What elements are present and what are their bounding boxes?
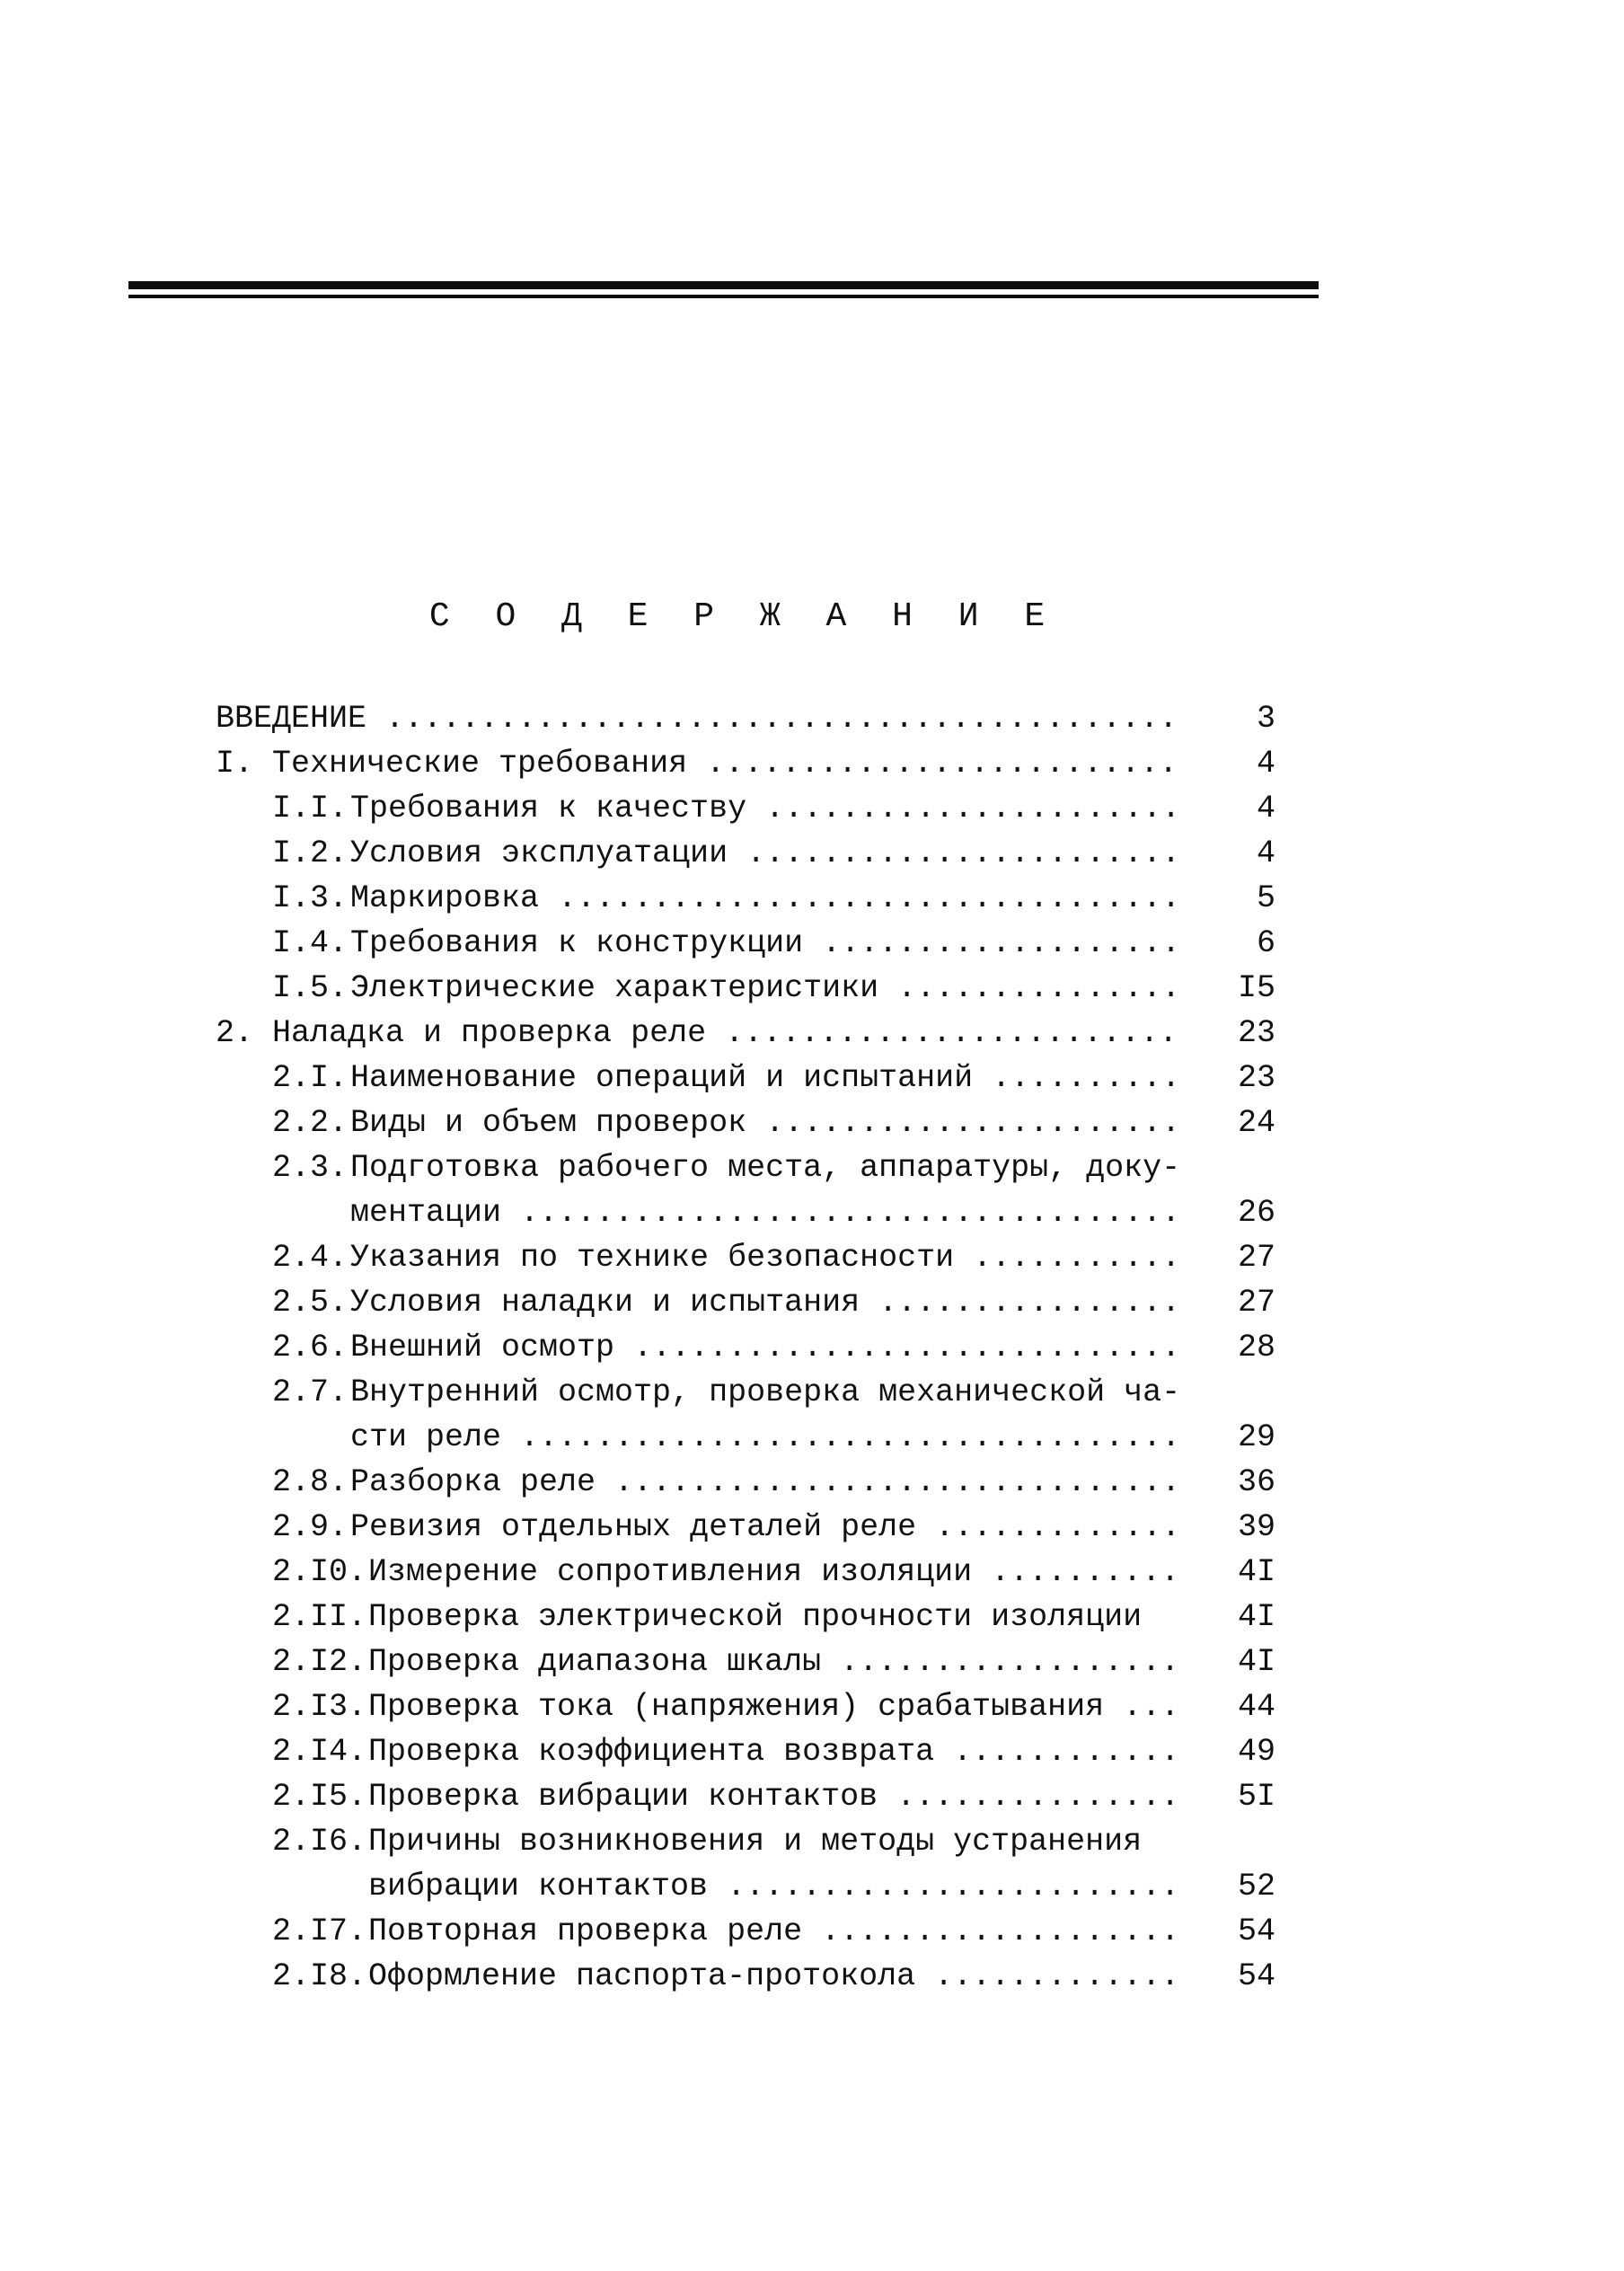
toc-entry-title: Внутренний осмотр, проверка механической ча-	[350, 1374, 1181, 1410]
toc-entry	[216, 1011, 1275, 1056]
toc-entry	[216, 741, 1275, 786]
toc-entry	[216, 876, 1275, 921]
toc-entry	[216, 1505, 1275, 1550]
toc-entry-title: Ревизия отдельных деталей реле .....	[350, 1505, 1183, 1550]
toc-entry	[216, 921, 1275, 966]
toc-entry-number: 2.I6.	[272, 1824, 367, 1860]
toc-entry-title: Условия эксплуатации .....	[350, 831, 1183, 876]
toc-entry-title: Внешний осмотр .....	[350, 1325, 1183, 1370]
toc-entry	[216, 1460, 1275, 1505]
toc-entry	[216, 1909, 1275, 1954]
toc-entry-number: 2.II.	[272, 1599, 367, 1635]
toc-entry-title: Наладка и проверка реле .....	[272, 1011, 1183, 1056]
toc-entry-page-number: 3	[1256, 701, 1275, 737]
toc-entry	[216, 1954, 1275, 1999]
toc-entry-number: 2.8.	[272, 1464, 349, 1500]
toc-entry-title: Виды и объем проверок .....	[350, 1100, 1183, 1145]
toc-entry-title: Измерение сопротивления изоляции .....	[368, 1550, 1183, 1595]
toc-entry-number: I.5.	[272, 970, 349, 1006]
toc-entry-number: I.3.	[272, 880, 349, 916]
toc-entry-title: Проверка электрической прочности изоляции	[368, 1599, 1143, 1635]
toc-entry	[216, 966, 1275, 1011]
toc-entry-page-number: 49	[1237, 1734, 1275, 1770]
toc-entry	[216, 1100, 1275, 1145]
toc-entry-page-number: 6	[1256, 925, 1275, 961]
toc-entry	[216, 1819, 1275, 1909]
toc-entry	[216, 1325, 1275, 1370]
toc-entry	[216, 1235, 1275, 1280]
table-of-contents	[216, 696, 1275, 1999]
toc-entry-page-number: 36	[1237, 1464, 1275, 1500]
toc-entry	[216, 1056, 1275, 1100]
header-rule-thin	[128, 295, 1319, 298]
toc-entry-title: Причины возникновения и методы устранения	[368, 1824, 1143, 1860]
toc-entry-number: I.I.	[272, 791, 349, 826]
toc-entry-number: 2.4.	[272, 1240, 349, 1276]
toc-entry-page-number: 28	[1237, 1330, 1275, 1365]
toc-entry-title: Требования к качеству .....	[350, 786, 1183, 831]
toc-entry-page-number: 27	[1237, 1240, 1275, 1276]
toc-entry-number: 2.5.	[272, 1285, 349, 1321]
toc-entry	[216, 1774, 1275, 1819]
toc-entry-title: Оформление паспорта-протокола .....	[368, 1954, 1183, 1999]
toc-entry-title: Условия наладки и испытания .....	[350, 1280, 1183, 1325]
toc-entry	[216, 1280, 1275, 1325]
toc-entry-page-number: 44	[1237, 1689, 1275, 1725]
toc-entry-page-number: 26	[1237, 1195, 1275, 1231]
toc-entry	[216, 1729, 1275, 1774]
toc-entry-number: 2.6.	[272, 1330, 349, 1365]
toc-entry-title: Наименование операций и испытаний .....	[350, 1056, 1183, 1100]
toc-entry-page-number: 4	[1256, 835, 1275, 871]
toc-entry	[216, 1370, 1275, 1460]
toc-entry-number: 2.I5.	[272, 1779, 367, 1815]
toc-entry-number: 2.3.	[272, 1150, 349, 1186]
toc-entry-title: Подготовка рабочего места, аппаратуры, доку-	[350, 1150, 1181, 1186]
toc-entry-page-number: 4I	[1237, 1554, 1275, 1590]
toc-entry-page-number: 4I	[1237, 1599, 1275, 1635]
toc-entry	[216, 1595, 1275, 1639]
toc-entry-title: Проверка коэффициента возврата .....	[368, 1729, 1183, 1774]
toc-entry	[216, 831, 1275, 876]
toc-entry-page-number: 27	[1237, 1285, 1275, 1321]
toc-entry	[216, 1145, 1275, 1235]
toc-entry-number: I.	[216, 746, 254, 782]
toc-entry-page-number: 23	[1237, 1060, 1275, 1096]
toc-entry-title: Проверка диапазона шкалы .....	[368, 1639, 1183, 1684]
toc-entry-title-continued: ментации .....	[350, 1190, 1183, 1235]
toc-entry-title: Проверка вибрации контактов .....	[368, 1774, 1183, 1819]
toc-entry	[216, 696, 1275, 741]
toc-entry-title: Проверка тока (напряжения) срабатывания .....	[368, 1684, 1183, 1729]
toc-entry-number: I.2.	[272, 835, 349, 871]
toc-entry-title-continued: сти реле .....	[350, 1415, 1183, 1460]
toc-entry-number: I.4.	[272, 925, 349, 961]
toc-entry	[216, 1639, 1275, 1684]
toc-entry	[216, 1684, 1275, 1729]
toc-entry-number: 2.	[216, 1015, 254, 1051]
toc-entry-number: 2.7.	[272, 1374, 349, 1410]
toc-entry-number: 2.I.	[272, 1060, 349, 1096]
toc-entry	[216, 786, 1275, 831]
toc-entry-page-number: 52	[1237, 1869, 1275, 1904]
toc-entry-title: Технические требования .....	[272, 741, 1183, 786]
toc-entry-number: 2.I8.	[272, 1958, 367, 1994]
toc-entry-title: Электрические характеристики .....	[350, 966, 1183, 1011]
toc-entry-number: 2.2.	[272, 1105, 349, 1141]
contents-heading: С О Д Е Р Ж А Н И Е	[428, 597, 1058, 636]
toc-entry-page-number: 39	[1237, 1509, 1275, 1545]
toc-entry-title: Повторная проверка реле .....	[368, 1909, 1183, 1954]
toc-entry-page-number: 5	[1256, 880, 1275, 916]
toc-entry	[216, 1550, 1275, 1595]
header-rule-thick	[128, 281, 1319, 289]
toc-entry-number: 2.I4.	[272, 1734, 367, 1770]
toc-entry-title: ВВЕДЕНИЕ .....	[216, 696, 1183, 741]
toc-entry-title: Маркировка .....	[350, 876, 1183, 921]
toc-entry-title: Указания по технике безопасности .....	[350, 1235, 1183, 1280]
toc-entry-title-continued: вибрации контактов .....	[368, 1864, 1183, 1909]
toc-entry-number: 2.I2.	[272, 1644, 367, 1680]
toc-entry-title: Требования к конструкции .....	[350, 921, 1183, 966]
toc-entry-page-number: 24	[1237, 1105, 1275, 1141]
toc-entry-page-number: 4I	[1237, 1644, 1275, 1680]
toc-entry-number: 2.I7.	[272, 1913, 367, 1949]
toc-entry-page-number: 5I	[1237, 1779, 1275, 1815]
toc-entry-page-number: 23	[1237, 1015, 1275, 1051]
toc-entry-number: 2.I3.	[272, 1689, 367, 1725]
toc-entry-page-number: 4	[1256, 791, 1275, 826]
toc-entry-page-number: 54	[1237, 1913, 1275, 1949]
toc-entry-page-number: 4	[1256, 746, 1275, 782]
toc-entry-number: 2.9.	[272, 1509, 349, 1545]
toc-entry-page-number: 29	[1237, 1419, 1275, 1455]
toc-entry-title: Разборка реле .....	[350, 1460, 1183, 1505]
toc-entry-page-number: 54	[1237, 1958, 1275, 1994]
toc-entry-number: 2.I0.	[272, 1554, 367, 1590]
toc-entry-page-number: I5	[1237, 970, 1275, 1006]
